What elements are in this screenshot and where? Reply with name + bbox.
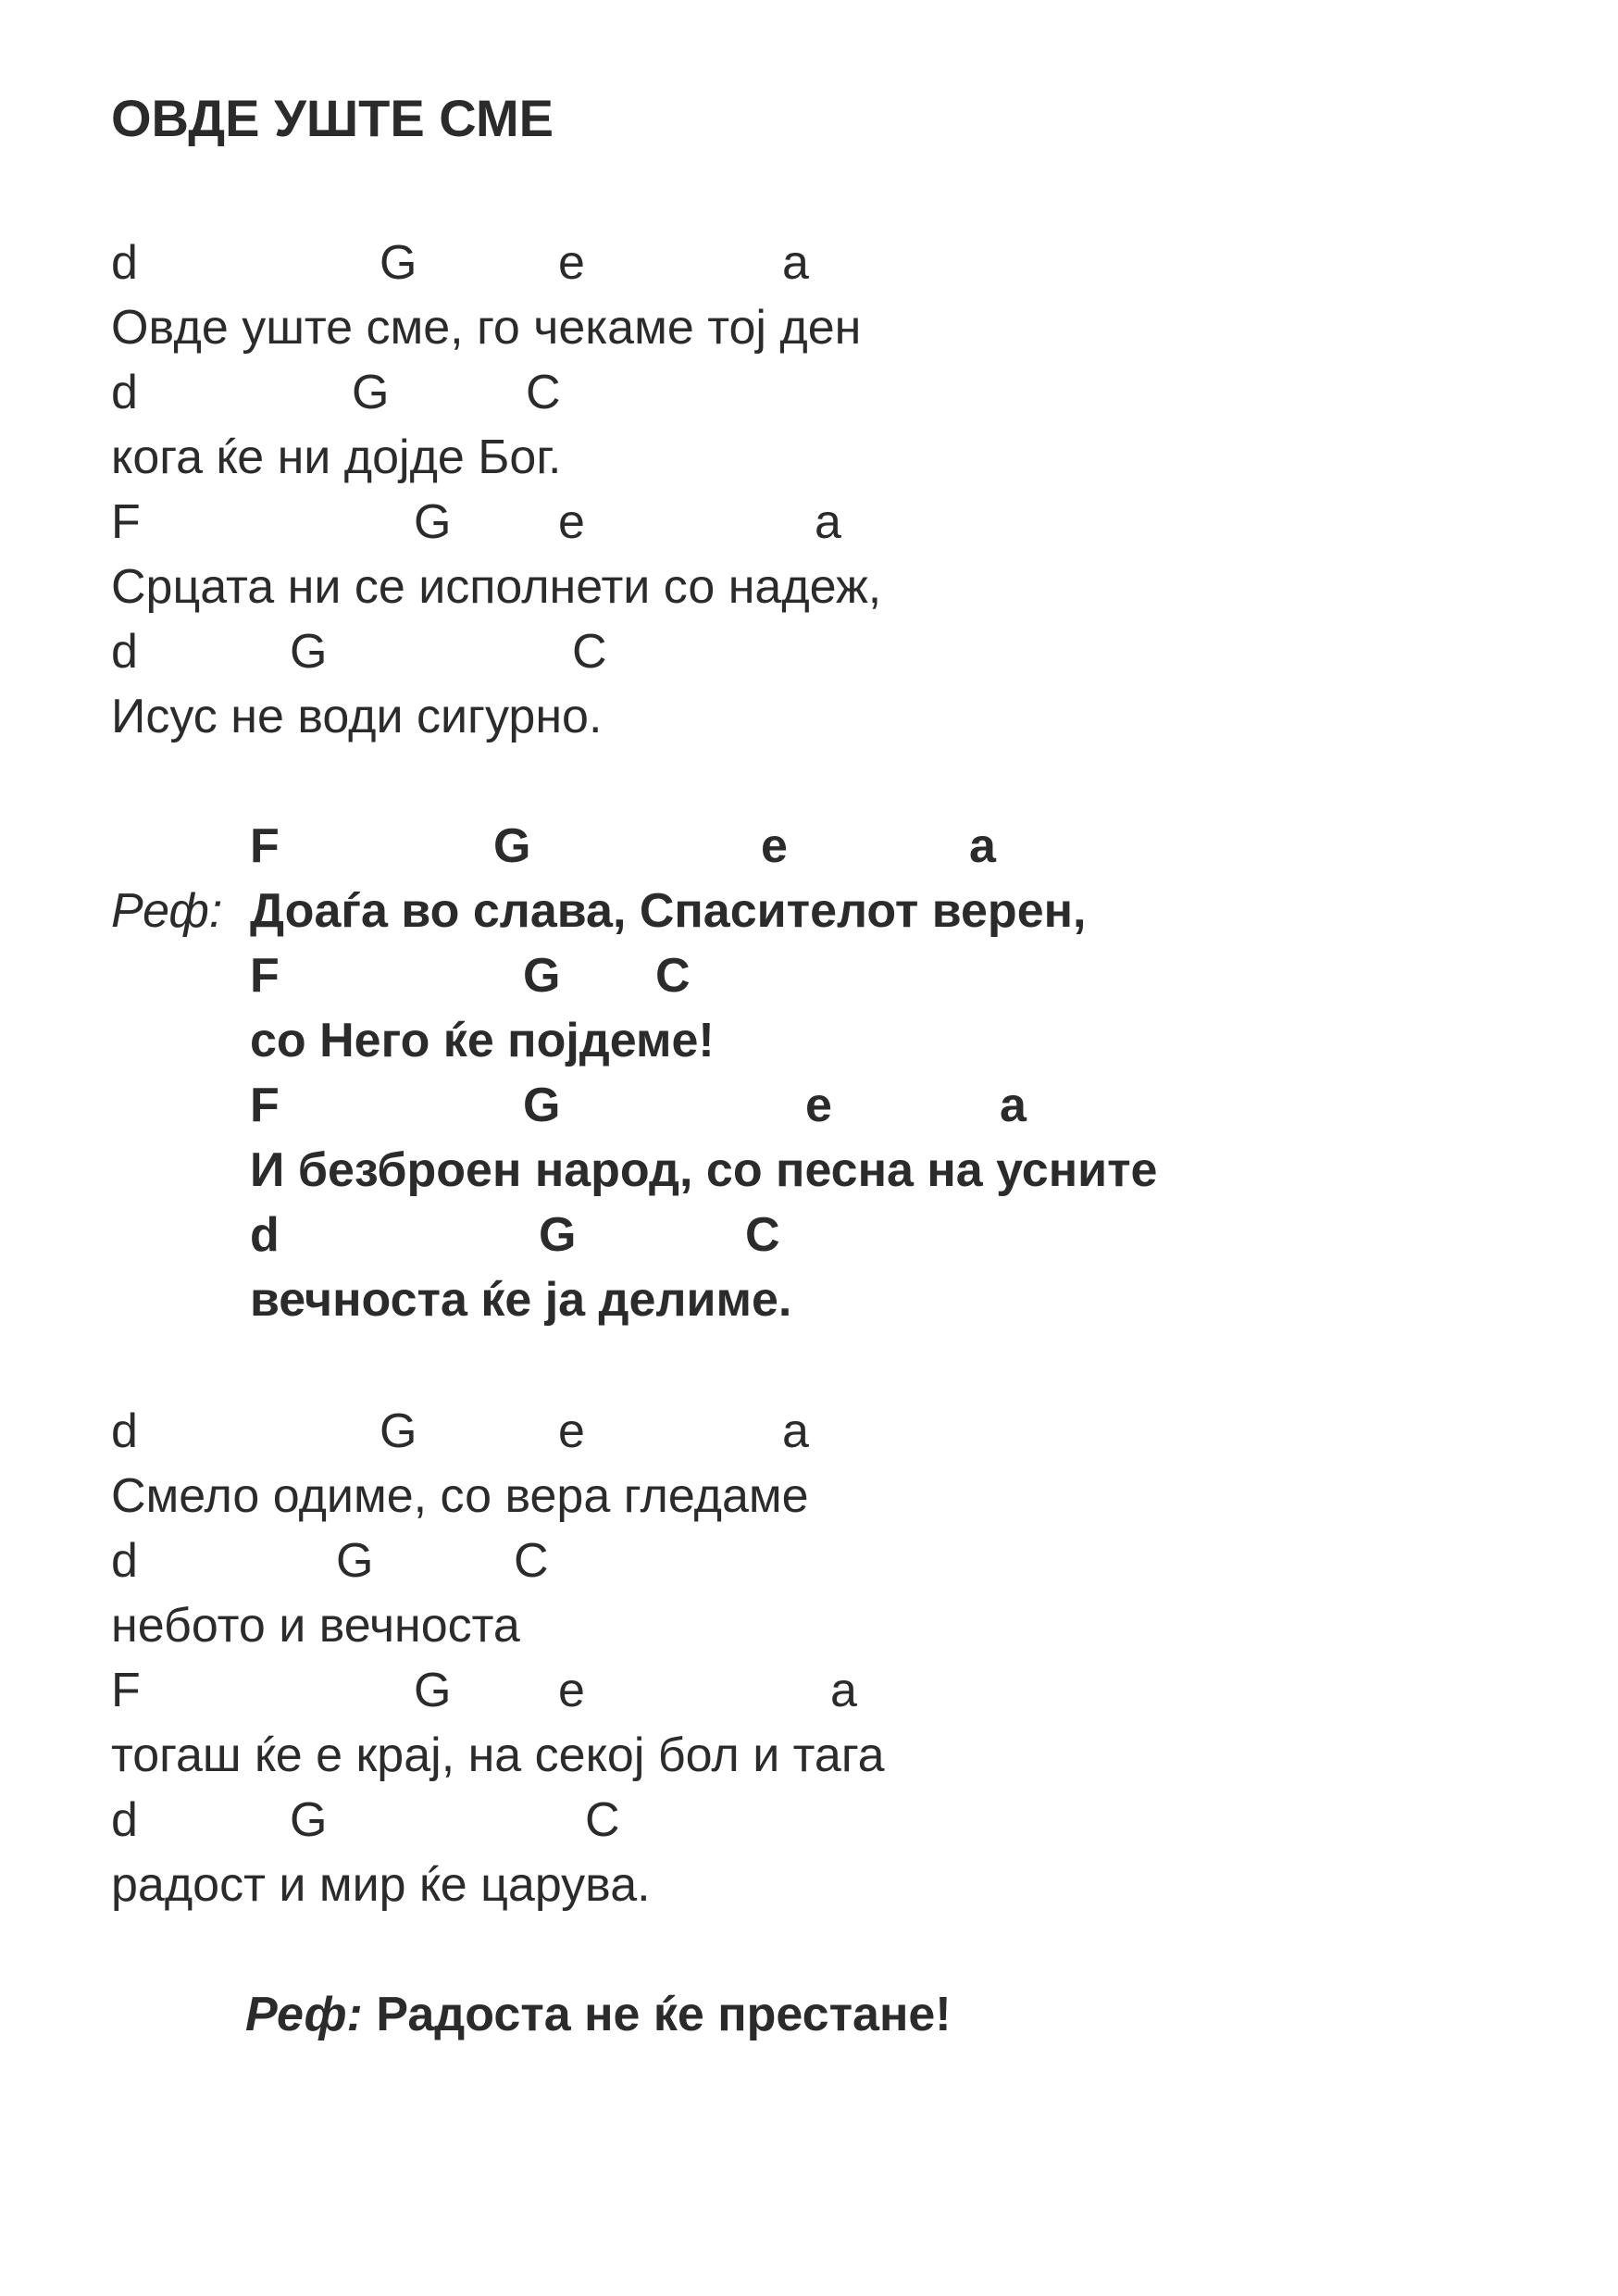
chord: a [815,495,841,549]
lyric-line: вечноста ќе ја делиме. [250,1273,792,1327]
final-refrain [245,1990,952,2039]
chord: F [250,1079,280,1132]
chord: a [782,1404,809,1458]
chord: d [111,236,138,290]
chord: F [250,949,280,1003]
chord: e [558,1664,585,1717]
lyric-line: Исус не води сигурно. [111,690,603,743]
chord: C [655,949,691,1003]
chord: d [111,366,138,419]
song-title: ОВДЕ УШТЕ СМЕ [111,89,554,147]
chord: a [782,236,809,290]
chord: a [830,1664,857,1717]
chord: a [1000,1079,1027,1132]
chord: G [290,1793,328,1847]
lyric-line: Срцата ни се исполнети со надеж, [111,560,882,614]
chord: G [523,1079,561,1132]
lyric-line: со Него ќе појдеме! [250,1014,715,1067]
chord: C [572,625,607,679]
chord: G [336,1534,374,1588]
lyric-line: Доаѓа во слава, Спасителот верен, [250,884,1087,938]
final-refrain-text: Радоста не ќе престане! [376,1988,952,2041]
lyric-line: тогаш ќе е крај, на секој бол и тага [111,1728,885,1782]
chord: F [111,495,141,549]
chorus-label: Реф: [111,884,223,938]
chord: e [761,819,788,873]
chord: d [111,1793,138,1847]
chord: G [352,366,390,419]
chord: G [290,625,328,679]
chord: d [111,1404,138,1458]
chord: e [558,1404,585,1458]
chord: G [380,236,417,290]
chord: C [745,1208,780,1262]
chord: d [111,625,138,679]
chord: e [558,495,585,549]
chord: G [493,819,531,873]
chord: G [380,1404,417,1458]
chord: d [250,1208,280,1262]
lyric-line: небото и вечноста [111,1599,520,1653]
chord: G [414,495,452,549]
lyric-line: Смело одиме, со вера гледаме [111,1469,809,1523]
chord: C [514,1534,549,1588]
chord: C [585,1793,620,1847]
chord: e [558,236,585,290]
chord: F [250,819,280,873]
final-refrain-label: Реф: [245,1988,377,2041]
chord: e [805,1079,832,1132]
chord: d [111,1534,138,1588]
chord: F [111,1664,141,1717]
chord: G [414,1664,452,1717]
lyric-line: И безброен народ, со песна на усните [250,1143,1158,1197]
lyric-line: кога ќе ни дојде Бог. [111,430,562,484]
chord: C [526,366,561,419]
chord: G [523,949,561,1003]
lyric-line: радост и мир ќе царува. [111,1858,651,1912]
lyric-line: Овде уште сме, го чекаме тој ден [111,301,862,355]
chord: G [539,1208,577,1262]
chord: a [969,819,996,873]
